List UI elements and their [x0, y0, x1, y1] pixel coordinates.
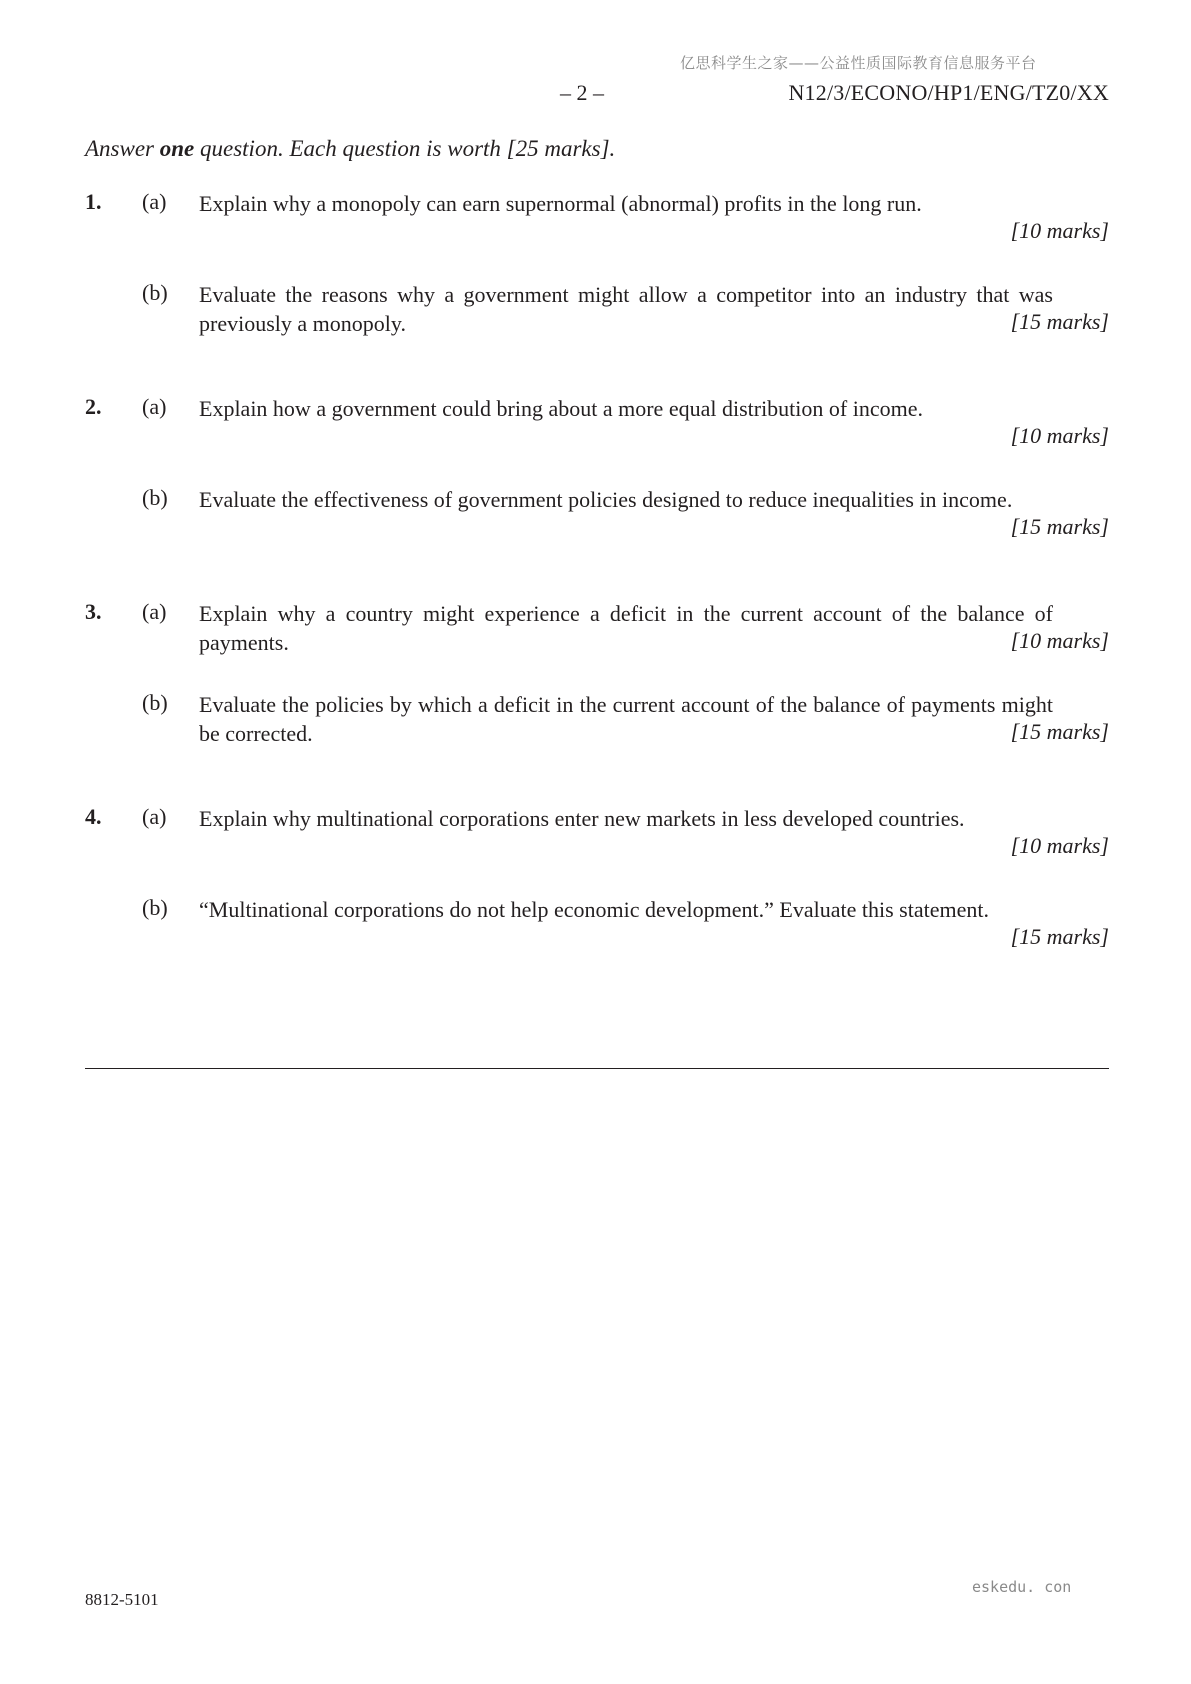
watermark-footer: eskedu. con — [972, 1578, 1072, 1596]
question-1-part-b — [85, 280, 1109, 371]
paper-code: N12/3/ECONO/HP1/ENG/TZ0/XX — [788, 80, 1109, 105]
part-marks: [15 marks] — [1010, 924, 1109, 949]
part-text: Explain why multinational corporations enter new markets in less developed countries. — [199, 806, 965, 831]
part-marks: [15 marks] — [1010, 514, 1109, 539]
part-label: (b) — [142, 485, 168, 510]
instructions — [85, 136, 615, 162]
part-text: Explain how a government could bring about a more equal distribution of income. — [199, 396, 923, 421]
part-marks: [10 marks] — [1010, 423, 1109, 448]
part-marks: [10 marks] — [1010, 833, 1109, 858]
question-number: 2. — [85, 394, 102, 419]
part-label: (a) — [142, 189, 167, 214]
instructions-before: Answer — [85, 136, 160, 161]
instructions-emphasis: one — [159, 136, 195, 161]
question-3-part-a — [85, 599, 1109, 690]
question-number: 1. — [85, 189, 102, 214]
part-label: (b) — [142, 895, 168, 920]
question-3 — [85, 599, 1109, 804]
part-marks: [10 marks] — [1010, 628, 1109, 653]
watermark-header: 亿思科学生之家——公益性质国际教育信息服务平台 — [680, 54, 1037, 72]
question-4 — [85, 804, 1109, 1009]
part-label: (a) — [142, 804, 167, 829]
part-label: (b) — [142, 280, 168, 305]
part-text: Explain why a country might experience a deficit in the current account of the balance of payments. — [199, 601, 1053, 655]
question-list — [85, 189, 1109, 1009]
question-1-part-a — [85, 189, 1109, 280]
footer-code: 8812-5101 — [85, 1590, 159, 1609]
part-label: (b) — [142, 690, 168, 715]
part-label: (a) — [142, 394, 167, 419]
part-text: Evaluate the reasons why a government might allow a competitor into an industry that was previously a monopoly. — [199, 282, 1053, 336]
end-rule — [85, 1068, 1109, 1069]
question-1 — [85, 189, 1109, 394]
part-text: “Multinational corporations do not help economic development.” Evaluate this statement. — [199, 897, 989, 922]
question-4-part-a — [85, 804, 1109, 895]
part-marks: [15 marks] — [1010, 309, 1109, 334]
question-number: 4. — [85, 804, 102, 829]
part-marks: [15 marks] — [1010, 719, 1109, 744]
part-label: (a) — [142, 599, 167, 624]
question-4-part-b — [85, 895, 1109, 986]
part-text: Evaluate the effectiveness of government policies designed to reduce inequalities in income. — [199, 487, 1013, 512]
question-2-part-a — [85, 394, 1109, 485]
instructions-after: question. Each question is worth [25 marks]. — [194, 136, 616, 161]
question-2-part-b — [85, 485, 1109, 576]
question-3-part-b — [85, 690, 1109, 781]
page-number: – 2 – — [560, 80, 604, 105]
question-2 — [85, 394, 1109, 599]
question-number: 3. — [85, 599, 102, 624]
part-text: Evaluate the policies by which a deficit in the current account of the balance of payments might be corrected. — [199, 692, 1053, 746]
part-text: Explain why a monopoly can earn supernormal (abnormal) profits in the long run. — [199, 191, 922, 216]
part-marks: [10 marks] — [1010, 218, 1109, 243]
